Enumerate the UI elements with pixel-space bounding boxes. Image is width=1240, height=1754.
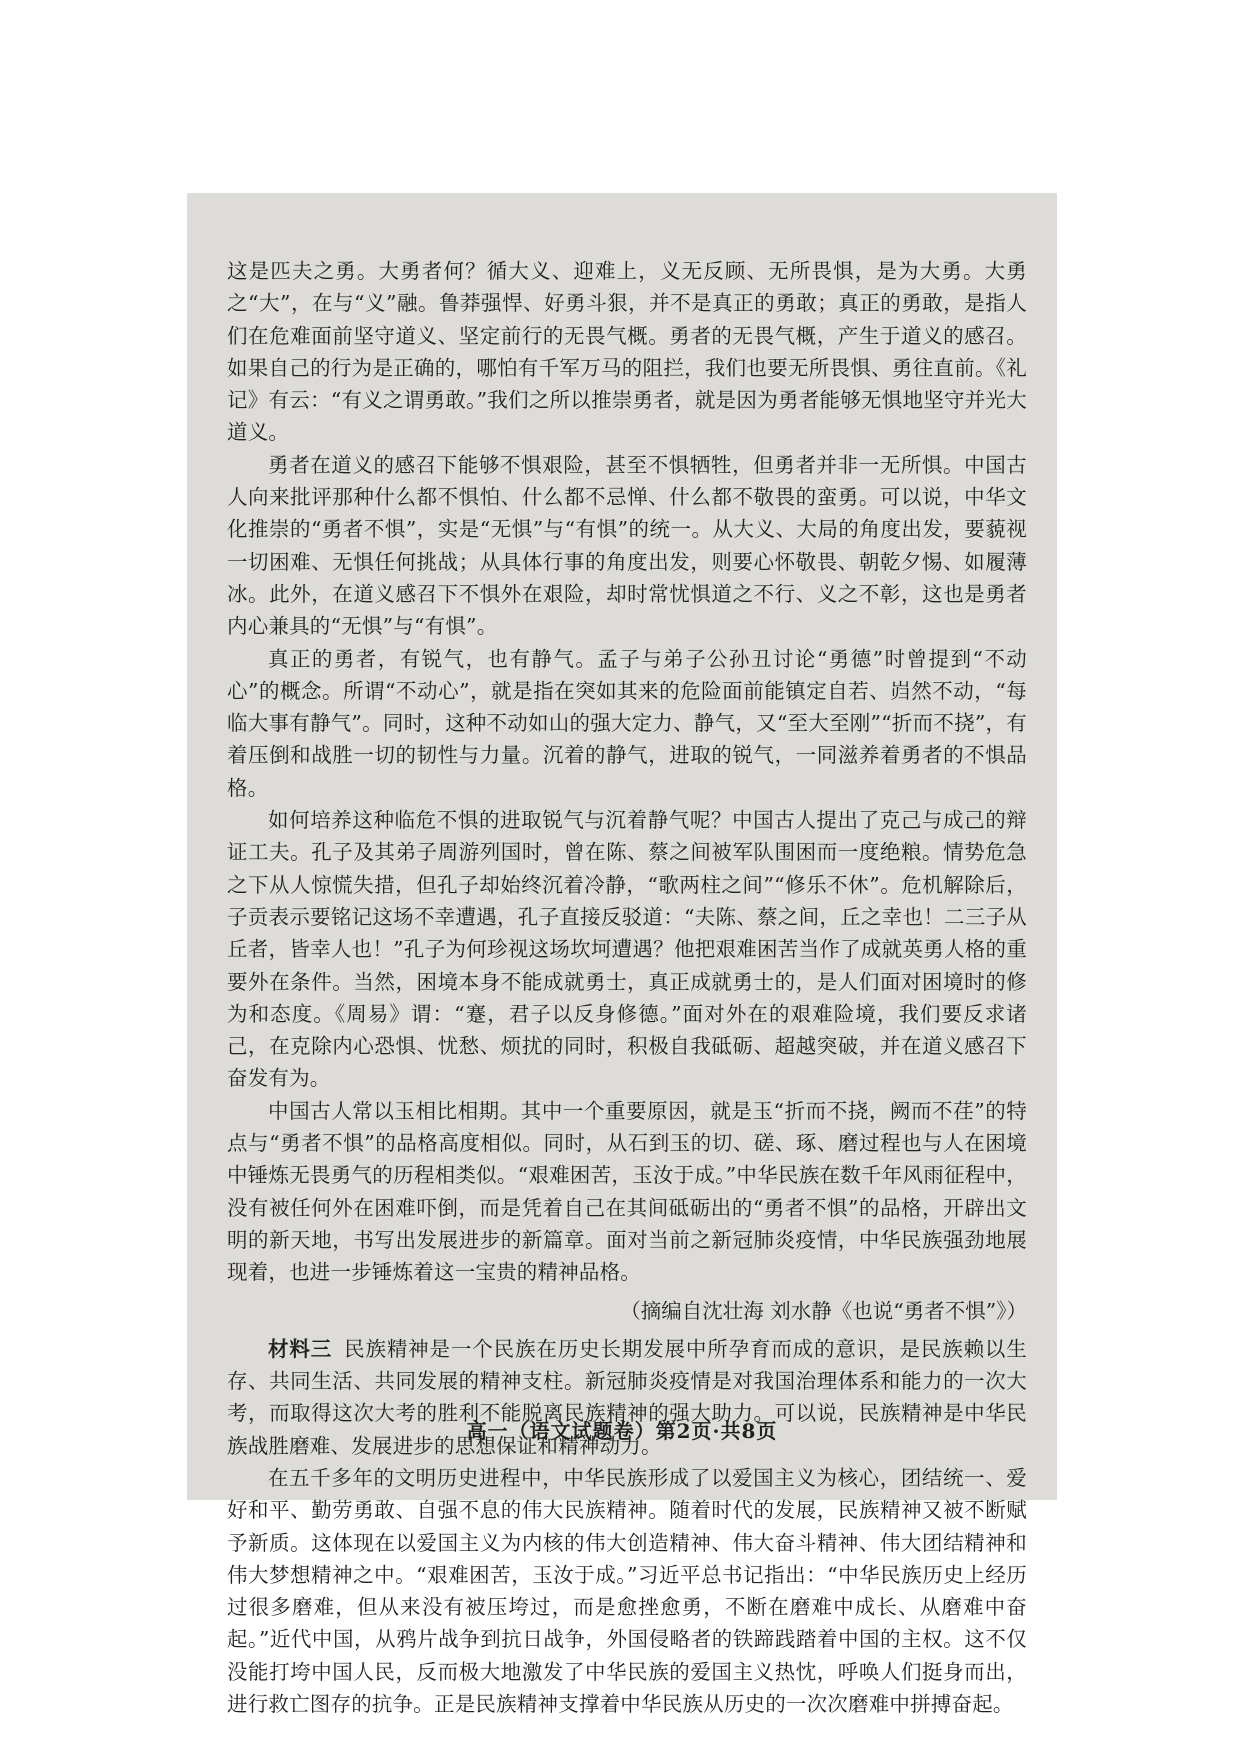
- material-3-label: 材料三: [268, 1336, 333, 1361]
- paragraph-3: 真正的勇者，有锐气，也有静气。孟子与弟子公孙丑讨论“勇德”时曾提到“不动心”的概念。所谓“不动心”，就是指在突如其来的危险面前能镇定自若、岿然不动，“每临大事有静气”。同时，这种不动如山的强大定力、静气，又“至大至刚”“折而不挠”，有着压倒和战胜一切的韧性与力量。沉着的静气，进取的锐气，一同滋养着勇者的不惧品格。: [227, 646, 1027, 800]
- material-3-text-1: 民族精神是一个民族在历史长期发展中所孕育而成的意识，是民族赖以生存、共同生活、共同发展的精神支柱。新冠肺炎疫情是对我国治理体系和能力的一次大考，而取得这次大考的胜利不能脱离民族精神的强大助力。可以说，民族精神是中华民族战胜磨难、发展进步的思想保证和精神动力。: [227, 1336, 1027, 1458]
- article-body: [227, 255, 1027, 1720]
- paragraph-4: 如何培养这种临危不惧的进取锐气与沉着静气呢？中国古人提出了克己与成己的辩证工夫。孔子及其弟子周游列国时，曾在陈、蔡之间被军队围困而一度绝粮。情势危急之下从人惊慌失措，但孔子却始终沉着冷静，“歌两柱之间”“修乐不休”。危机解除后，子贡表示要铭记这场不幸遭遇，孔子直接反驳道：“夫陈、蔡之间，丘之幸也！二三子从丘者，皆幸人也！”孔子为何珍视这场坎坷遭遇？他把艰难困苦当作了成就英勇人格的重要外在条件。当然，困境本身不能成就勇士，真正成就勇士的，是人们面对困境时的修为和态度。《周易》谓：“蹇，君子以反身修德。”面对外在的艰难险境，我们要反求诸己，在克除内心恐惧、忧愁、烦扰的同时，积极自我砥砺、超越突破，并在道义感召下奋发有为。: [227, 808, 1027, 1091]
- paragraph-1: 这是匹夫之勇。大勇者何？循大义、迎难上，义无反顾、无所畏惧，是为大勇。大勇之“大”，在与“义”融。鲁莽强悍、好勇斗狠，并不是真正的勇敢；真正的勇敢，是指人们在危难面前坚守道义、坚定前行的无畏气概。勇者的无畏气概，产生于道义的感召。如果自己的行为是正确的，哪怕有千军万马的阻拦，我们也要无所畏惧、勇往直前。《礼记》有云：“有义之谓勇敢。”我们之所以推崇勇者，就是因为勇者能够无惧地坚守并光大道义。: [227, 259, 1027, 445]
- page-footer: 高一（语文试题卷）第2页·共8页: [466, 1419, 778, 1443]
- paragraph-5: 中国古人常以玉相比相期。其中一个重要原因，就是玉“折而不挠，阙而不荏”的特点与“勇者不惧”的品格高度相似。同时，从石到玉的切、磋、琢、磨过程也与人在困境中锤炼无畏勇气的历程相类似。“艰难困苦，玉汝于成。”中华民族在数千年风雨征程中，没有被任何外在困难吓倒，而是凭着自己在其间砥砺出的“勇者不惧”的品格，开辟出文明的新天地，书写出发展进步的新篇章。面对当前之新冠肺炎疫情，中华民族强劲地展现着，也进一步锤炼着这一宝贵的精神品格。: [227, 1098, 1027, 1285]
- scanned-page: [187, 193, 1057, 1717]
- source-citation: （摘编自沈壮海 刘水静《也说“勇者不惧”》）: [620, 1298, 1027, 1323]
- paragraph-2: 勇者在道义的感召下能够不惧艰险，甚至不惧牺牲，但勇者并非一无所惧。中国古人向来批评那种什么都不惧怕、什么都不忌惮、什么都不敬畏的蛮勇。可以说，中华文化推崇的“勇者不惧”，实是“无惧”与“有惧”的统一。从大义、大局的角度出发，要藐视一切困难、无惧任何挑战；从具体行事的角度出发，则要心怀敬畏、朝乾夕惕、如履薄冰。此外，在道义感召下不惧外在艰险，却时常忧惧道之不行、义之不彰，这也是勇者内心兼具的“无惧”与“有惧”。: [227, 452, 1027, 639]
- material-3-paragraph-2: 在五千多年的文明历史进程中，中华民族形成了以爱国主义为核心，团结统一、爱好和平、勤劳勇敢、自强不息的伟大民族精神。随着时代的发展，民族精神又被不断赋予新质。这体现在以爱国主义为内核的伟大创造精神、伟大奋斗精神、伟大团结精神和伟大梦想精神之中。“艰难困苦，玉汝于成。”习近平总书记指出：“中华民族历史上经历过很多磨难，但从来没有被压垮过，而是愈挫愈勇，不断在磨难中成长、从磨难中奋起。”近代中国，从鸦片战争到抗日战争，外国侵略者的铁蹄践踏着中国的主权。这不仅没能打垮中国人民，反而极大地激发了中华民族的爱国主义热忱，呼唤人们挺身而出，进行救亡图存的抗争。正是民族精神支撑着中华民族从历史的一次次磨难中拼搏奋起。: [227, 1465, 1027, 1717]
